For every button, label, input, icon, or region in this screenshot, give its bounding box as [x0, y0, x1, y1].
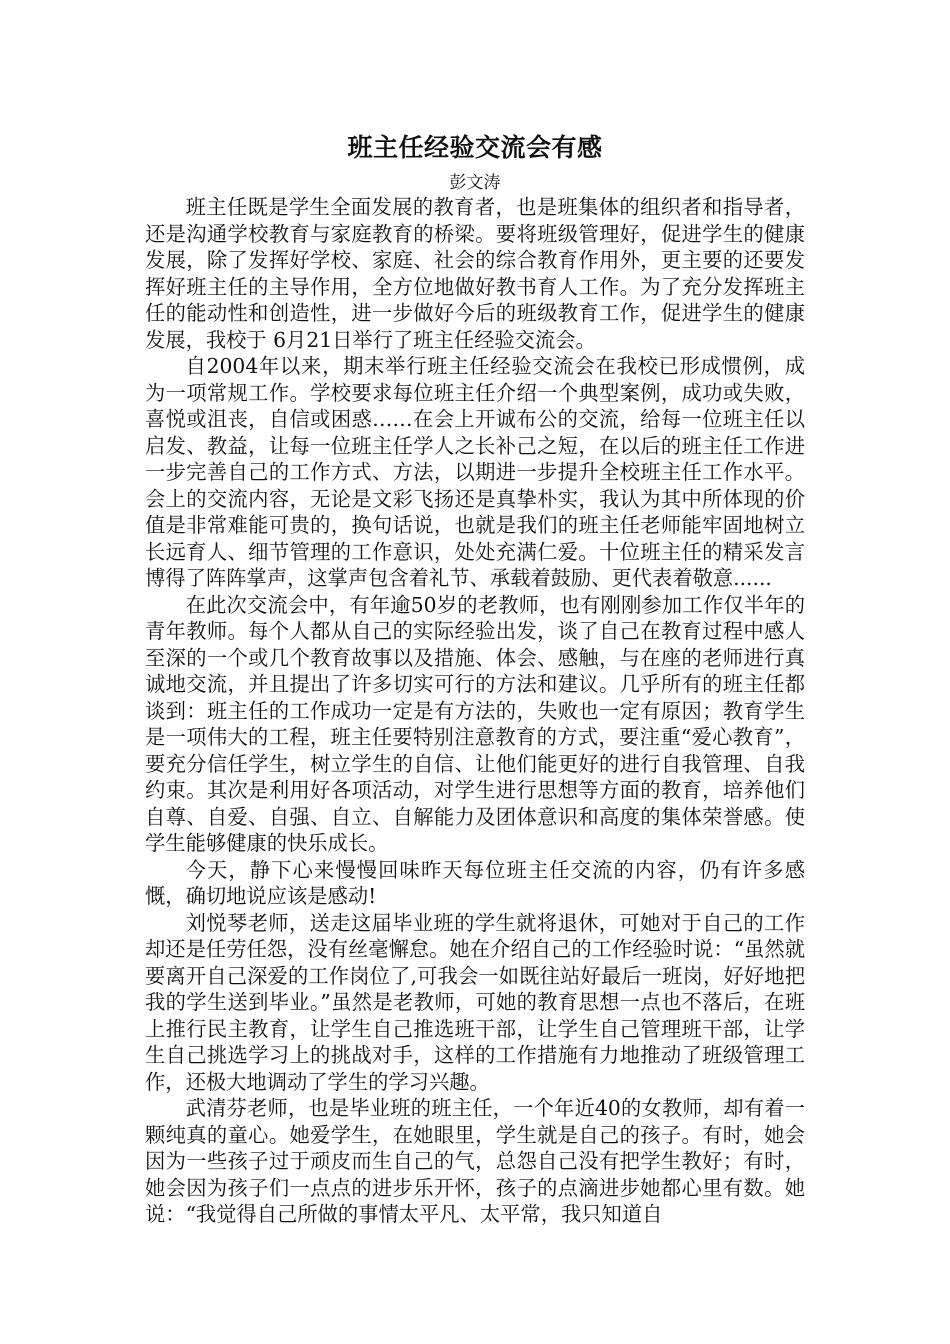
- document-page: [145, 130, 805, 1228]
- paragraph-5: 刘悦琴老师，送走这届毕业班的学生就将退休，可她对于自己的工作却还是任劳任怨，没有丝毫懈怠。她在介绍自己的工作经验时说：“虽然就要离开自己深爱的工作岗位了,可我会一如既往站好最后一班岗，好好地把我的学生送到毕业。”虽然是老教师，可她的教育思想一点也不落后，在班上推行民主教育，让学生自己推选班干部，让学生自己管理班干部，让学生自己挑选学习上的挑战对手，这样的工作措施有力地推动了班级管理工作，还极大地调动了学生的学习兴趣。: [145, 910, 805, 1094]
- paragraph-6: 武清芬老师，也是毕业班的班主任，一个年近40的女教师，却有着一颗纯真的童心。她爱学生，在她眼里，学生就是自己的孩子。有时，她会因为一些孩子过于顽皮而生自己的气，总怨自己没有把学生教好；有时，她会因为孩子们一点点的进步乐开怀，孩子的点滴进步她都心里有数。她说：“我觉得自己所做的事情太平凡、太平常，我只知道自: [145, 1096, 805, 1226]
- paragraph-3: 在此次交流会中，有年逾50岁的老教师，也有刚刚参加工作仅半年的青年教师。每个人都从自己的实际经验出发，谈了自己在教育过程中感人至深的一个或几个教育故事以及措施、体会、感触，与在座的老师进行真诚地交流，并且提出了许多切实可行的方法和建议。几乎所有的班主任都谈到：班主任的工作成功一定是有方法的，失败也一定有原因；教育学生是一项伟大的工程，班主任要特别注意教育的方式，要注重“爱心教育”，要充分信任学生，树立学生的自信、让他们能更好的进行自我管理、自我约束。其次是利用好各项活动，对学生进行思想等方面的教育，培养他们自尊、自爱、自强、自立、自解能力及团体意识和高度的集体荣誉感。使学生能够健康的快乐成长。: [145, 592, 805, 855]
- document-title: 班主任经验交流会有感: [347, 133, 603, 162]
- paragraph-4: 今天，静下心来慢慢回味昨天每位班主任交流的内容，仍有许多感慨，确切地说应该是感动!: [145, 857, 805, 908]
- document-author: 彭文涛: [449, 173, 501, 193]
- paragraph-1: 班主任既是学生全面发展的教育者，也是班集体的组织者和指导者，还是沟通学校教育与家庭教育的桥梁。要将班级管理好，促进学生的健康发展，除了发挥好学校、家庭、社会的综合教育作用外，更主要的还要发挥好班主任的主导作用，全方位地做好教书育人工作。为了充分发挥班主任的能动性和创造性，进一步做好今后的班级教育工作，促进学生的健康发展，我校于 6月21日举行了班主任经验交流会。: [145, 195, 805, 352]
- paragraph-2: 自2004年以来，期末举行班主任经验交流会在我校已形成惯例，成为一项常规工作。学校要求每位班主任介绍一个典型案例，成功或失败，喜悦或沮丧，自信或困惑……在会上开诚布公的交流，给每一位班主任以启发、教益，让每一位班主任学人之长补己之短，在以后的班主任工作进一步完善自己的工作方式、方法，以期进一步提升全校班主任工作水平。会上的交流内容，无论是文彩飞扬还是真挚朴实，我认为其中所体现的价值是非常难能可贵的，换句话说，也就是我们的班主任老师能牢固地树立长远育人、细节管理的工作意识，处处充满仁爱。十位班主任的精采发言博得了阵阵掌声，这掌声包含着礼节、承载着鼓励、更代表着敬意......: [145, 354, 805, 590]
